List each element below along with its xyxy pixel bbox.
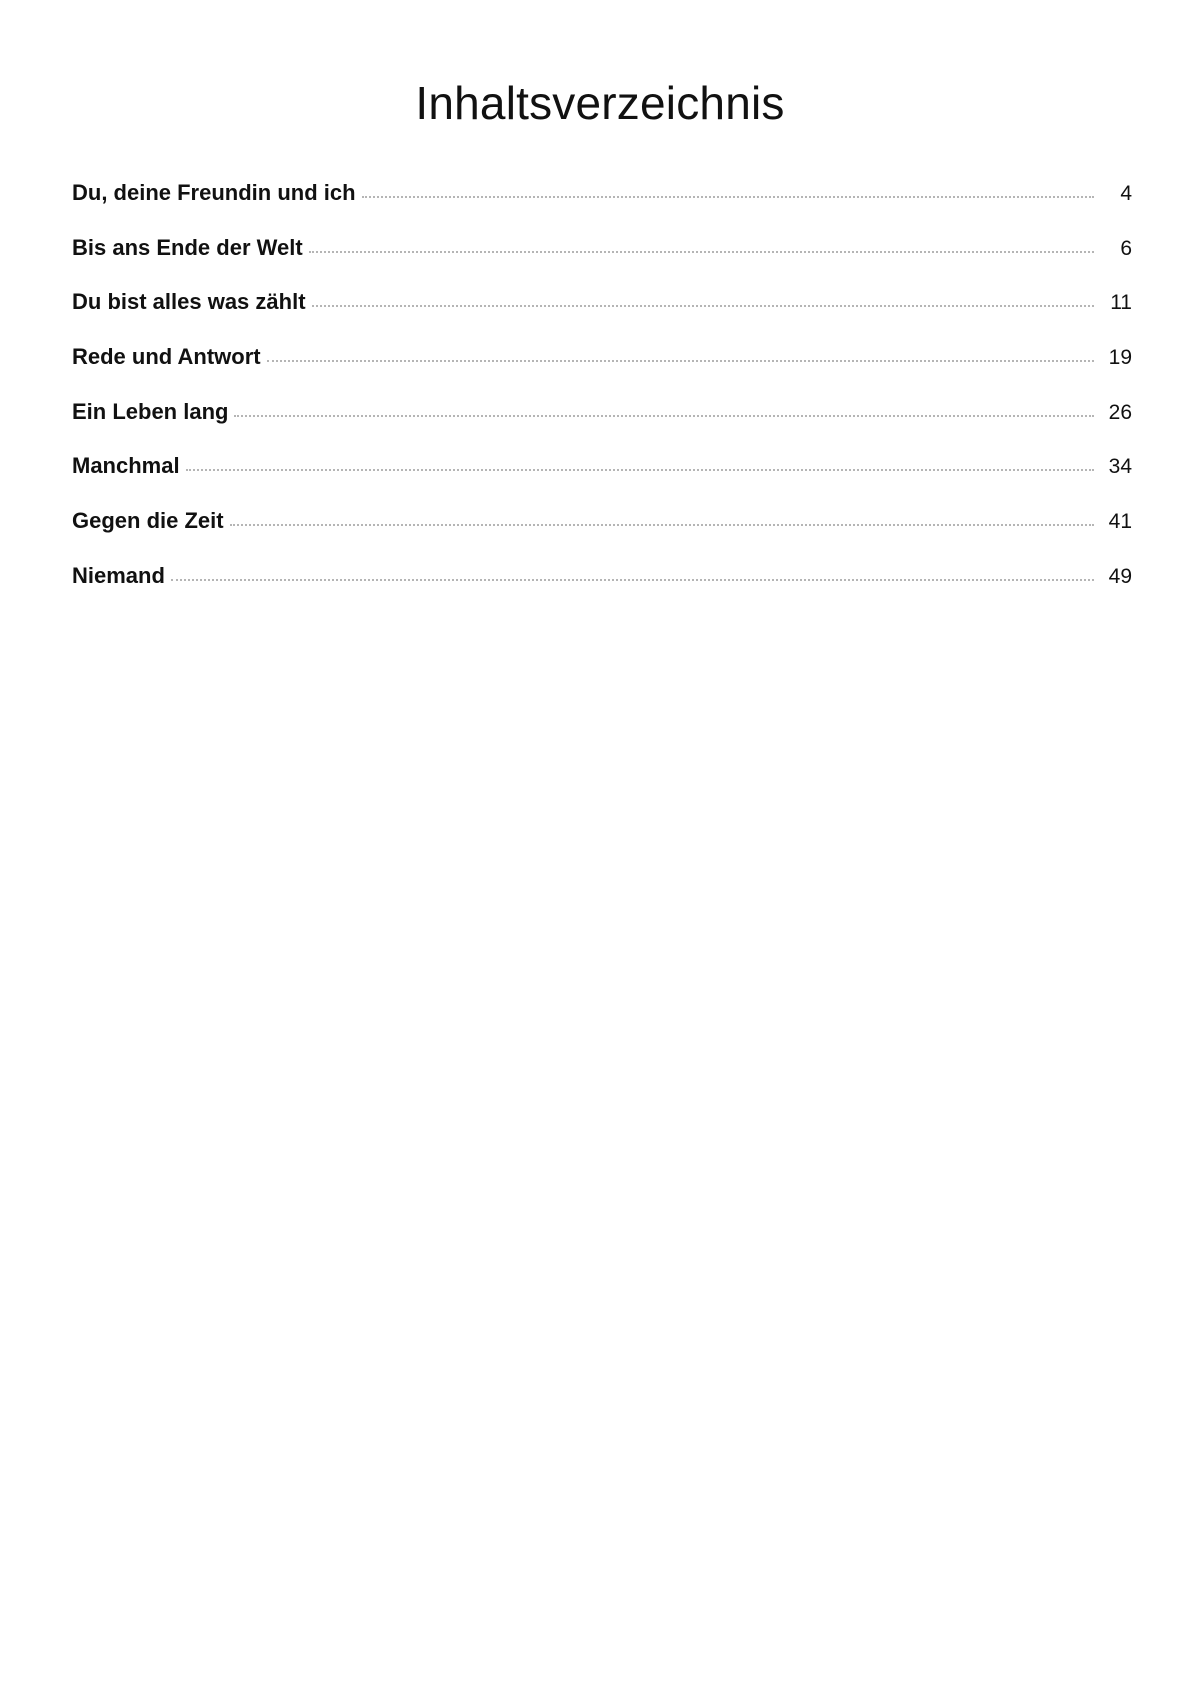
toc-entry[interactable] [72,399,1132,454]
dot-leader [186,469,1094,471]
dot-leader [230,524,1094,526]
toc-entry-page: 6 [1120,236,1132,260]
toc-entry[interactable] [72,344,1132,399]
dot-leader [267,360,1094,362]
toc-entry-title: Bis ans Ende der Welt [72,234,303,260]
toc-entry-page: 49 [1108,564,1132,588]
toc-entry-page: 4 [1120,182,1132,205]
toc-entry[interactable] [72,453,1132,508]
toc-entry-title: Rede und Antwort [72,344,261,370]
toc-entry[interactable] [72,235,1132,290]
toc-entry-title: Gegen die Zeit [72,508,224,534]
dot-leader [171,579,1094,581]
toc-entry-title: Ein Leben lang [72,398,229,424]
page-title: Inhaltsverzeichnis [415,77,785,129]
toc-entry-title: Du, deine Freundin und ich [72,180,356,205]
toc-entry-title: Du bist alles was zählt [72,289,306,315]
toc-entry-page: 11 [1110,291,1132,315]
toc-entry-page: 34 [1108,455,1132,479]
dot-leader [362,196,1094,198]
toc-entry[interactable] [72,180,1132,235]
toc-entry-page: 19 [1108,346,1132,370]
toc-entry-page: 26 [1108,400,1132,424]
toc-entry-page: 41 [1108,510,1132,534]
dot-leader [309,251,1094,253]
toc-entry-title: Niemand [72,562,165,588]
toc-entry[interactable] [72,508,1132,563]
toc-entry[interactable] [72,563,1132,618]
toc-entry-title: Manchmal [72,453,180,479]
toc-entry[interactable] [72,289,1132,344]
dot-leader [234,415,1094,417]
dot-leader [312,305,1094,307]
table-of-contents [72,180,1132,618]
